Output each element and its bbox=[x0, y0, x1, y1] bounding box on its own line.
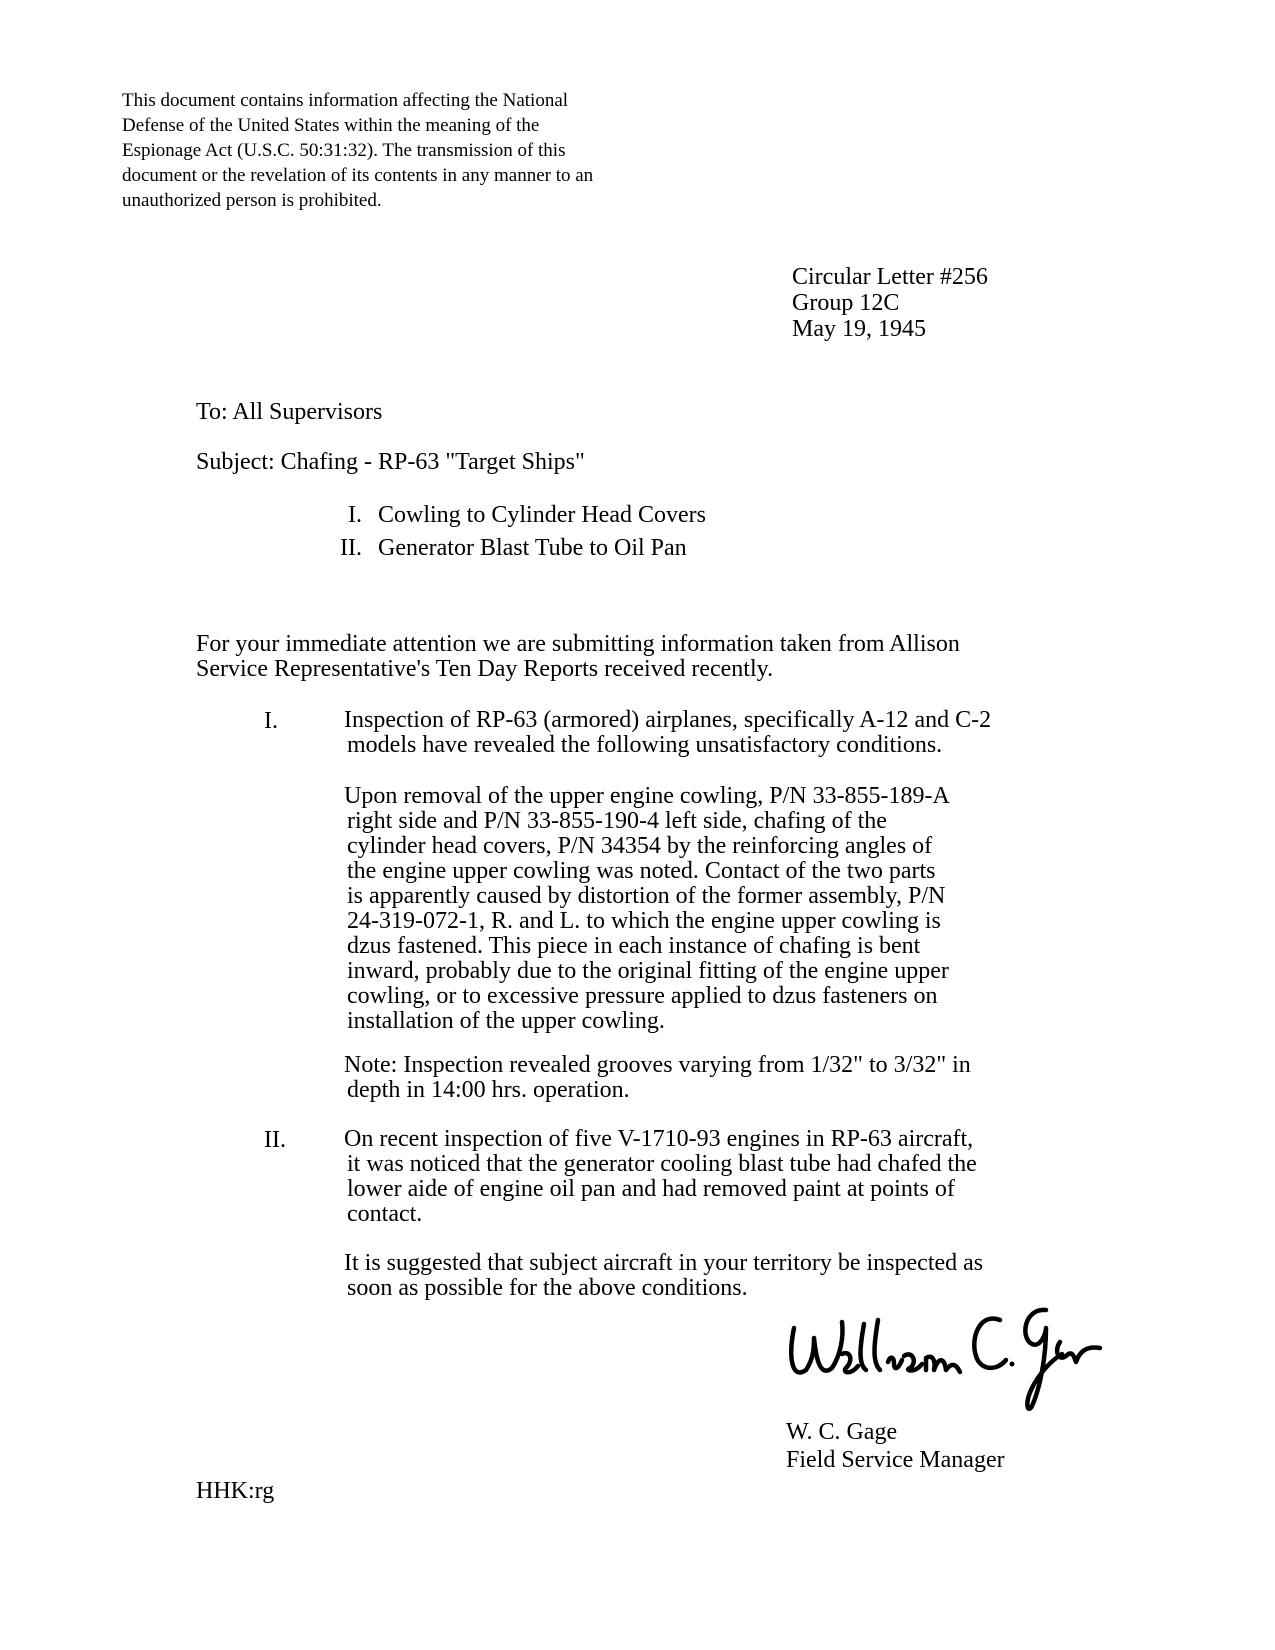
reference-initials: HHK:rg bbox=[196, 1478, 275, 1504]
subject-topic bbox=[320, 499, 706, 532]
text-line: depth in 14:00 hrs. operation. bbox=[347, 1077, 630, 1103]
section-1-paragraph-1 bbox=[344, 708, 991, 758]
notice-line: Defense of the United States within the meaning of the bbox=[122, 115, 540, 136]
notice-line: document or the revelation of its contents in any manner to an bbox=[122, 165, 594, 186]
subject-line: Subject: Chafing - RP-63 "Target Ships" bbox=[196, 449, 585, 475]
text-line: soon as possible for the above conditions. bbox=[347, 1275, 748, 1301]
notice-line: This document contains information affecting the National bbox=[122, 90, 569, 111]
text-line: models have revealed the following unsatisfactory conditions. bbox=[347, 732, 943, 758]
intro-paragraph bbox=[196, 632, 960, 682]
section-number: II. bbox=[264, 1127, 286, 1153]
addressee-line: To: All Supervisors bbox=[196, 399, 383, 425]
text-line: it was noticed that the generator cooling blast tube had chafed the bbox=[347, 1151, 977, 1177]
topic-text: Cowling to Cylinder Head Covers bbox=[378, 502, 706, 528]
topic-number: I. bbox=[348, 502, 362, 528]
section-1-note bbox=[344, 1053, 971, 1103]
letter-number: Circular Letter #256 bbox=[792, 264, 988, 290]
section-2-paragraph-2 bbox=[344, 1251, 983, 1301]
text-line: cylinder head covers, P/N 34354 by the reinforcing angles of bbox=[347, 833, 933, 859]
text-line: Service Representative's Ten Day Reports received recently. bbox=[196, 656, 774, 682]
notice-line: unauthorized person is prohibited. bbox=[122, 190, 382, 211]
text-line: 24-319-072-1, R. and L. to which the engine upper cowling is bbox=[347, 908, 941, 934]
text-line: cowling, or to excessive pressure applied to dzus fasteners on bbox=[347, 983, 938, 1009]
text-line: dzus fastened. This piece in each instance of chafing is bent bbox=[347, 933, 921, 959]
signer-title: Field Service Manager bbox=[786, 1447, 1005, 1473]
topic-number: II. bbox=[340, 535, 362, 561]
topic-text: Generator Blast Tube to Oil Pan bbox=[378, 535, 687, 561]
section-1-paragraph-2 bbox=[344, 784, 950, 1034]
security-notice bbox=[122, 88, 662, 213]
letter-date: May 19, 1945 bbox=[792, 316, 926, 342]
section-2-paragraph-1 bbox=[344, 1127, 977, 1227]
signer-block bbox=[786, 1418, 1005, 1474]
subject-topic bbox=[320, 532, 706, 565]
text-line: Note: Inspection revealed grooves varying from 1/32" to 3/32" in bbox=[344, 1052, 971, 1078]
text-line: installation of the upper cowling. bbox=[347, 1008, 665, 1034]
text-line: It is suggested that subject aircraft in your territory be inspected as bbox=[344, 1250, 984, 1276]
text-line: Upon removal of the upper engine cowling, P/N 33-855-189-A bbox=[344, 783, 950, 809]
text-line: lower aide of engine oil pan and had removed paint at points of bbox=[347, 1176, 955, 1202]
text-line: On recent inspection of five V-1710-93 engines in RP-63 aircraft, bbox=[344, 1126, 974, 1152]
text-line: Inspection of RP-63 (armored) airplanes, specifically A-12 and C-2 bbox=[344, 707, 992, 733]
signer-name: W. C. Gage bbox=[786, 1419, 898, 1445]
section-number: I. bbox=[264, 708, 278, 734]
text-line: right side and P/N 33-855-190-4 left side, chafing of the bbox=[347, 808, 887, 834]
text-line: For your immediate attention we are submitting information taken from Allison bbox=[196, 631, 960, 657]
notice-line: Espionage Act (U.S.C. 50:31:32). The transmission of this bbox=[122, 140, 566, 161]
text-line: the engine upper cowling was noted. Contact of the two parts bbox=[347, 858, 936, 884]
letter-header bbox=[792, 264, 988, 342]
handwritten-signature bbox=[784, 1298, 1104, 1416]
text-line: contact. bbox=[347, 1201, 423, 1227]
text-line: inward, probably due to the original fitting of the engine upper bbox=[347, 958, 949, 984]
subject-topics bbox=[320, 499, 706, 565]
text-line: is apparently caused by distortion of the former assembly, P/N bbox=[347, 883, 946, 909]
letter-group: Group 12C bbox=[792, 290, 900, 316]
